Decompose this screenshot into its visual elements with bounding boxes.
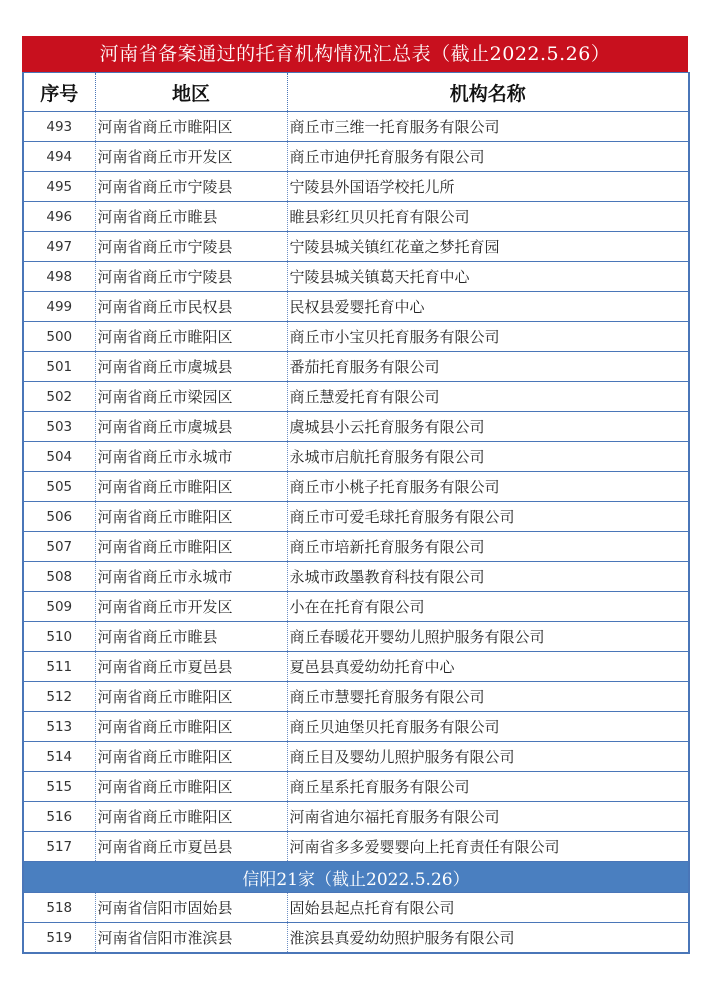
region-cell: 河南省商丘市睢阳区 [95, 472, 287, 502]
section-label: 信阳21家（截止2022.5.26） [23, 862, 689, 893]
seq-cell: 506 [23, 502, 95, 532]
table-row [23, 893, 689, 923]
region-cell: 河南省商丘市睢阳区 [95, 532, 287, 562]
section-row-xinyang [23, 862, 689, 893]
header-region: 地区 [95, 73, 287, 112]
table-row [23, 832, 689, 862]
seq-cell: 516 [23, 802, 95, 832]
seq-cell: 513 [23, 712, 95, 742]
table-row [23, 562, 689, 592]
seq-cell: 509 [23, 592, 95, 622]
region-cell: 河南省商丘市永城市 [95, 562, 287, 592]
seq-cell: 511 [23, 652, 95, 682]
table-row [23, 772, 689, 802]
region-cell: 河南省商丘市睢阳区 [95, 802, 287, 832]
table-row [23, 802, 689, 832]
seq-cell: 514 [23, 742, 95, 772]
region-cell: 河南省商丘市宁陵县 [95, 262, 287, 292]
region-cell: 河南省商丘市夏邑县 [95, 652, 287, 682]
summary-sheet [22, 36, 688, 954]
table-row [23, 472, 689, 502]
seq-cell: 508 [23, 562, 95, 592]
institution-table [22, 72, 690, 954]
region-cell: 河南省商丘市开发区 [95, 142, 287, 172]
name-cell: 小在在托育有限公司 [287, 592, 689, 622]
name-cell: 永城市启航托育服务有限公司 [287, 442, 689, 472]
region-cell: 河南省商丘市睢县 [95, 622, 287, 652]
name-cell: 商丘慧爱托育有限公司 [287, 382, 689, 412]
region-cell: 河南省商丘市睢阳区 [95, 502, 287, 532]
table-row [23, 232, 689, 262]
region-cell: 河南省商丘市宁陵县 [95, 172, 287, 202]
region-cell: 河南省商丘市虞城县 [95, 412, 287, 442]
name-cell: 商丘目及婴幼儿照护服务有限公司 [287, 742, 689, 772]
table-row [23, 923, 689, 954]
seq-cell: 495 [23, 172, 95, 202]
region-cell: 河南省商丘市睢阳区 [95, 742, 287, 772]
seq-cell: 494 [23, 142, 95, 172]
seq-cell: 493 [23, 112, 95, 142]
table-row [23, 412, 689, 442]
table-row [23, 712, 689, 742]
header-row [23, 73, 689, 112]
name-cell: 夏邑县真爱幼幼托育中心 [287, 652, 689, 682]
table-row [23, 262, 689, 292]
seq-cell: 500 [23, 322, 95, 352]
table-row [23, 652, 689, 682]
region-cell: 河南省商丘市睢阳区 [95, 322, 287, 352]
region-cell: 河南省商丘市民权县 [95, 292, 287, 322]
table-row [23, 322, 689, 352]
seq-cell: 504 [23, 442, 95, 472]
name-cell: 永城市政墨教育科技有限公司 [287, 562, 689, 592]
name-cell: 固始县起点托育有限公司 [287, 893, 689, 923]
seq-cell: 497 [23, 232, 95, 262]
region-cell: 河南省商丘市梁园区 [95, 382, 287, 412]
region-cell: 河南省信阳市淮滨县 [95, 923, 287, 954]
name-cell: 商丘市慧婴托育服务有限公司 [287, 682, 689, 712]
region-cell: 河南省商丘市宁陵县 [95, 232, 287, 262]
table-body [23, 112, 689, 954]
seq-cell: 512 [23, 682, 95, 712]
seq-cell: 501 [23, 352, 95, 382]
table-title: 河南省备案通过的托育机构情况汇总表（截止2022.5.26） [22, 36, 688, 72]
seq-cell: 507 [23, 532, 95, 562]
name-cell: 商丘市迪伊托育服务有限公司 [287, 142, 689, 172]
name-cell: 商丘春暖花开婴幼儿照护服务有限公司 [287, 622, 689, 652]
seq-cell: 519 [23, 923, 95, 954]
table-row [23, 592, 689, 622]
name-cell: 宁陵县外国语学校托儿所 [287, 172, 689, 202]
seq-cell: 510 [23, 622, 95, 652]
name-cell: 宁陵县城关镇红花童之梦托育园 [287, 232, 689, 262]
region-cell: 河南省信阳市固始县 [95, 893, 287, 923]
seq-cell: 515 [23, 772, 95, 802]
table-row [23, 622, 689, 652]
name-cell: 睢县彩红贝贝托育有限公司 [287, 202, 689, 232]
table-row [23, 352, 689, 382]
table-row [23, 442, 689, 472]
region-cell: 河南省商丘市开发区 [95, 592, 287, 622]
seq-cell: 499 [23, 292, 95, 322]
name-cell: 商丘市可爱毛球托育服务有限公司 [287, 502, 689, 532]
table-row [23, 142, 689, 172]
seq-cell: 498 [23, 262, 95, 292]
region-cell: 河南省商丘市夏邑县 [95, 832, 287, 862]
region-cell: 河南省商丘市睢阳区 [95, 682, 287, 712]
table-row [23, 172, 689, 202]
table-row [23, 742, 689, 772]
table-row [23, 502, 689, 532]
name-cell: 淮滨县真爱幼幼照护服务有限公司 [287, 923, 689, 954]
name-cell: 民权县爱婴托育中心 [287, 292, 689, 322]
name-cell: 商丘市小桃子托育服务有限公司 [287, 472, 689, 502]
seq-cell: 502 [23, 382, 95, 412]
table-row [23, 112, 689, 142]
name-cell: 商丘市培新托育服务有限公司 [287, 532, 689, 562]
name-cell: 商丘贝迪堡贝托育服务有限公司 [287, 712, 689, 742]
region-cell: 河南省商丘市睢阳区 [95, 712, 287, 742]
table-row [23, 382, 689, 412]
name-cell: 宁陵县城关镇葛天托育中心 [287, 262, 689, 292]
region-cell: 河南省商丘市永城市 [95, 442, 287, 472]
seq-cell: 503 [23, 412, 95, 442]
region-cell: 河南省商丘市睢县 [95, 202, 287, 232]
region-cell: 河南省商丘市睢阳区 [95, 112, 287, 142]
table-row [23, 292, 689, 322]
seq-cell: 505 [23, 472, 95, 502]
table-row [23, 682, 689, 712]
name-cell: 商丘星系托育服务有限公司 [287, 772, 689, 802]
name-cell: 虞城县小云托育服务有限公司 [287, 412, 689, 442]
seq-cell: 518 [23, 893, 95, 923]
name-cell: 番茄托育服务有限公司 [287, 352, 689, 382]
name-cell: 河南省多多爱婴婴向上托育责任有限公司 [287, 832, 689, 862]
header-seq: 序号 [23, 73, 95, 112]
region-cell: 河南省商丘市虞城县 [95, 352, 287, 382]
seq-cell: 496 [23, 202, 95, 232]
header-name: 机构名称 [287, 73, 689, 112]
name-cell: 商丘市小宝贝托育服务有限公司 [287, 322, 689, 352]
name-cell: 河南省迪尔福托育服务有限公司 [287, 802, 689, 832]
table-row [23, 532, 689, 562]
name-cell: 商丘市三维一托育服务有限公司 [287, 112, 689, 142]
seq-cell: 517 [23, 832, 95, 862]
region-cell: 河南省商丘市睢阳区 [95, 772, 287, 802]
table-row [23, 202, 689, 232]
